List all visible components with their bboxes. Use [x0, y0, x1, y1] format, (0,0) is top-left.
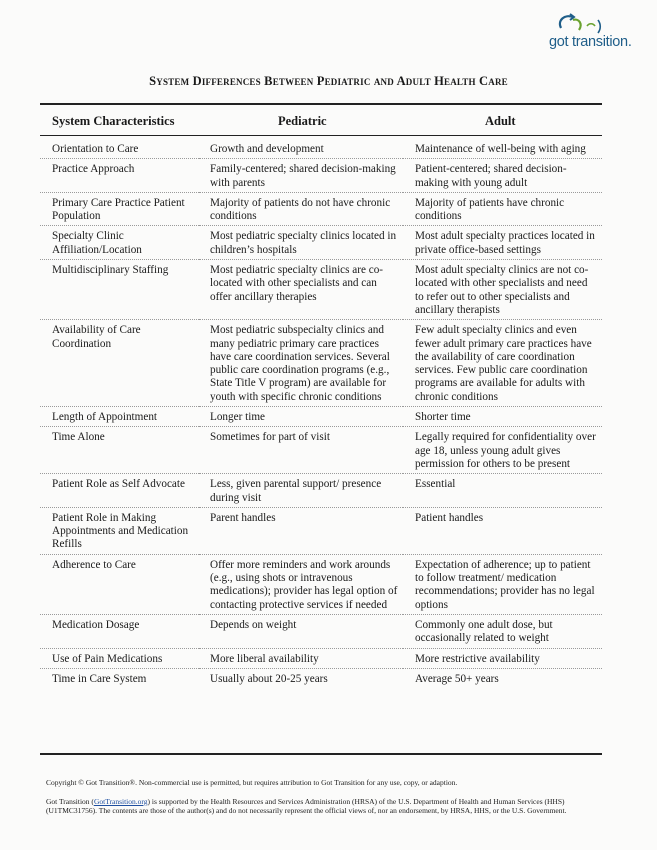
- table-row: [40, 139, 602, 159]
- row-label: Multidisciplinary Staffing: [52, 264, 169, 277]
- copyright-notice: Copyright © Got Transition®. Non-commercial use is permitted, but requires attribution to Got Transition for any use, copy, or adaption.: [46, 778, 458, 787]
- row-label: Patient Role as Self Advocate: [52, 478, 185, 491]
- adult-cell: Average 50+ years: [415, 672, 499, 685]
- row-label: Practice Approach: [52, 163, 135, 176]
- pediatric-cell: Less, given parental support/ presence during visit: [210, 478, 382, 504]
- top-rule: [40, 103, 602, 105]
- table-row: [40, 226, 602, 260]
- header-system-characteristics: System Characteristics: [52, 114, 175, 128]
- pediatric-cell: Parent handles: [210, 511, 276, 524]
- table-row: [40, 614, 602, 648]
- header-adult: Adult: [485, 114, 516, 128]
- table-row: [40, 648, 602, 668]
- adult-cell: Majority of patients have chronic conditions: [415, 196, 565, 223]
- row-label: Length of Appointment: [52, 411, 158, 424]
- adult-cell: Most adult specialty practices located in private office-based settings: [415, 230, 595, 256]
- row-label: Orientation to Care: [52, 143, 139, 155]
- table-row: [40, 260, 602, 320]
- logo-text: got transition.: [549, 34, 632, 50]
- table-row: [40, 159, 602, 193]
- table-row: [40, 554, 602, 614]
- pediatric-cell: Usually about 20-25 years: [210, 672, 328, 685]
- got-transition-logo: [543, 10, 638, 56]
- adult-cell: Expectation of adherence; up to patient to follow treatment/ medication recommendations; provider has no legal options: [415, 558, 595, 611]
- adult-cell: Few adult specialty clinics and even fewer adult primary care practices have the availability of care coordination services. Few public care coordination programs are available for adults with chronic conditions: [415, 324, 592, 403]
- row-label: Medication Dosage: [52, 618, 140, 631]
- pediatric-cell: Depends on weight: [210, 618, 297, 631]
- adult-cell: Shorter time: [415, 411, 471, 424]
- pediatric-cell: Most pediatric specialty clinics located in children’s hospitals: [210, 230, 397, 256]
- row-label: Availability of Care Coordination: [52, 324, 141, 350]
- header-rule: [40, 135, 602, 136]
- row-label: Time Alone: [52, 431, 105, 444]
- got-transition-link[interactable]: GotTransition.org: [93, 797, 148, 806]
- adult-cell: Essential: [415, 478, 456, 491]
- row-label: Primary Care Practice Patient Population: [52, 196, 185, 223]
- adult-cell: Patient handles: [415, 511, 484, 524]
- table-row: [40, 320, 602, 407]
- pediatric-cell: More liberal availability: [210, 652, 319, 665]
- bottom-rule: [40, 753, 602, 755]
- adult-cell: More restrictive availability: [415, 652, 540, 665]
- pediatric-cell: Sometimes for part of visit: [210, 431, 330, 444]
- row-label: Specialty Clinic Affiliation/Location: [52, 230, 142, 256]
- funding-text-end: ) is supported by the Health Resources and Services Administration (HRSA) of the U.S. Department of Health and Human Services (HHS) (U1TMC31756). The contents are those of the author(s) and do not necessarily represent the official views of, nor an endorsement, by HRSA, HHS, or the U.S. Government.: [46, 797, 567, 815]
- pediatric-cell: Majority of patients do not have chronic conditions: [210, 196, 391, 223]
- table-row: [40, 407, 602, 427]
- row-label: Use of Pain Medications: [52, 652, 163, 665]
- header-pediatric: Pediatric: [278, 114, 327, 128]
- table-row: [40, 474, 602, 508]
- table-row: [40, 507, 602, 554]
- adult-cell: Most adult specialty clinics are not co-located with other specialists and need to refer out to other specialists and ancillary therapists: [415, 264, 589, 316]
- adult-cell: Maintenance of well-being with aging: [415, 143, 586, 155]
- table-row: [40, 427, 602, 474]
- document-title: System Differences Between Pediatric and Adult Health Care: [149, 74, 508, 88]
- table-row: [40, 668, 602, 688]
- adult-cell: Patient-centered; shared decision-making with young adult: [415, 163, 567, 189]
- funding-text-start: Got Transition (: [46, 797, 94, 806]
- pediatric-cell: Most pediatric specialty clinics are co-located with other specialists and can offer ancillary therapies: [210, 264, 384, 303]
- pediatric-cell: Longer time: [210, 411, 265, 424]
- comparison-table: [40, 139, 602, 688]
- pediatric-cell: Family-centered; shared decision-making with parents: [210, 163, 396, 189]
- adult-cell: Commonly one adult dose, but occasionally related to weight: [415, 618, 553, 645]
- pediatric-cell: Offer more reminders and work arounds (e.g., using shots or intravenous medications); provider has legal option of contacting protective services if needed: [210, 558, 398, 611]
- adult-cell: Legally required for confidentiality over age 18, unless young adult gives permission for others to be present: [415, 431, 596, 470]
- table-row: [40, 192, 602, 226]
- pediatric-cell: Most pediatric subspecialty clinics and many pediatric primary care practices have care coordination services. Several public care coordination programs (e.g., State Title V program) are available for youth with specific chronic conditions: [210, 324, 390, 403]
- row-label: Patient Role in Making Appointments and Medication Refills: [52, 511, 189, 551]
- row-label: Adherence to Care: [52, 558, 136, 571]
- funding-notice: [46, 797, 606, 815]
- pediatric-cell: Growth and development: [210, 143, 324, 155]
- row-label: Time in Care System: [52, 672, 147, 685]
